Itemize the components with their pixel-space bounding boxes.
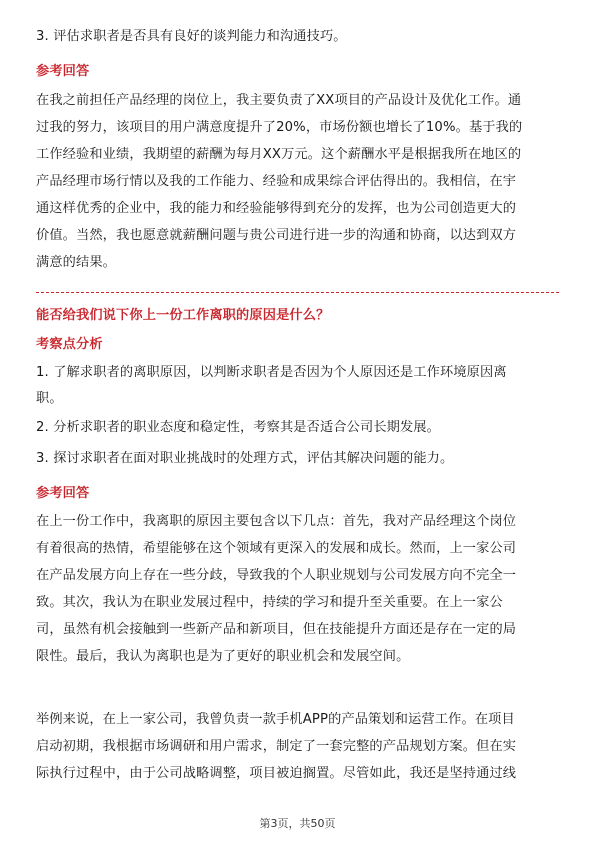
analysis-point-1-cont: 职。 bbox=[36, 391, 63, 406]
answer-line: 司，虽然有机会接触到一些新产品和新项目，但在技能提升方面还是存在一定的局 bbox=[36, 622, 517, 637]
answer-line: 工作经验和业绩，我期望的薪酬为每月XX万元。这个薪酬水平是根据我所在地区的 bbox=[36, 147, 522, 162]
section-divider bbox=[36, 292, 559, 293]
page-number: 第3页，共50页 bbox=[259, 817, 336, 830]
answer-line: 在产品发展方向上存在一些分歧，导致我的个人职业规划与公司发展方向不完全一 bbox=[36, 568, 517, 583]
answer-line: 在我之前担任产品经理的岗位上，我主要负责了XX项目的产品设计及优化工作。通 bbox=[36, 93, 522, 108]
analysis-point-3: 3. 探讨求职者在面对职业挑战时的处理方式，评估其解决问题的能力。 bbox=[36, 451, 454, 466]
answer-line: 产品经理市场行情以及我的工作能力、经验和成果综合评估得出的。我相信，在宇 bbox=[36, 174, 517, 189]
answer-line: 有着很高的热情，希望能够在这个领域有更深入的发展和成长。然而，上一家公司 bbox=[36, 541, 517, 556]
analysis-point-1: 1. 了解求职者的离职原因，以判断求职者是否因为个人原因还是工作环境原因离 bbox=[36, 365, 507, 380]
example-line: 启动初期，我根据市场调研和用户需求，制定了一套完整的产品规划方案。但在实 bbox=[36, 739, 517, 754]
answer-line: 满意的结果。 bbox=[36, 255, 117, 270]
answer-line: 过我的努力，该项目的用户满意度提升了20%，市场份额也增长了10%。基于我的 bbox=[36, 120, 523, 135]
answer-line: 通这样优秀的企业中，我的能力和经验能够得到充分的发挥，也为公司创造更大的 bbox=[36, 201, 517, 216]
reference-answer-heading: 参考回答 bbox=[36, 64, 90, 79]
analysis-point-3: 3. 评估求职者是否具有良好的谈判能力和沟通技巧。 bbox=[36, 29, 347, 44]
answer-line: 限性。最后，我认为离职也是为了更好的职业机会和发展空间。 bbox=[36, 649, 410, 664]
analysis-heading: 考察点分析 bbox=[36, 337, 103, 352]
analysis-point-2: 2. 分析求职者的职业态度和稳定性，考察其是否适合公司长期发展。 bbox=[36, 420, 441, 435]
example-line: 举例来说，在上一家公司，我曾负责一款手机APP的产品策划和运营工作。在项目 bbox=[36, 712, 515, 727]
answer-line: 价值。当然，我也愿意就薪酬问题与贵公司进行进一步的沟通和协商，以达到双方 bbox=[36, 228, 517, 243]
answer-line: 致。其次，我认为在职业发展过程中，持续的学习和提升至关重要。在上一家公 bbox=[36, 595, 503, 610]
question-heading: 能否给我们说下你上一份工作离职的原因是什么？ bbox=[36, 308, 330, 323]
example-line: 际执行过程中，由于公司战略调整，项目被迫搁置。尽管如此，我还是坚持通过线 bbox=[36, 766, 517, 781]
reference-answer-heading: 参考回答 bbox=[36, 486, 90, 501]
answer-line: 在上一份工作中，我离职的原因主要包含以下几点：首先，我对产品经理这个岗位 bbox=[36, 514, 517, 529]
